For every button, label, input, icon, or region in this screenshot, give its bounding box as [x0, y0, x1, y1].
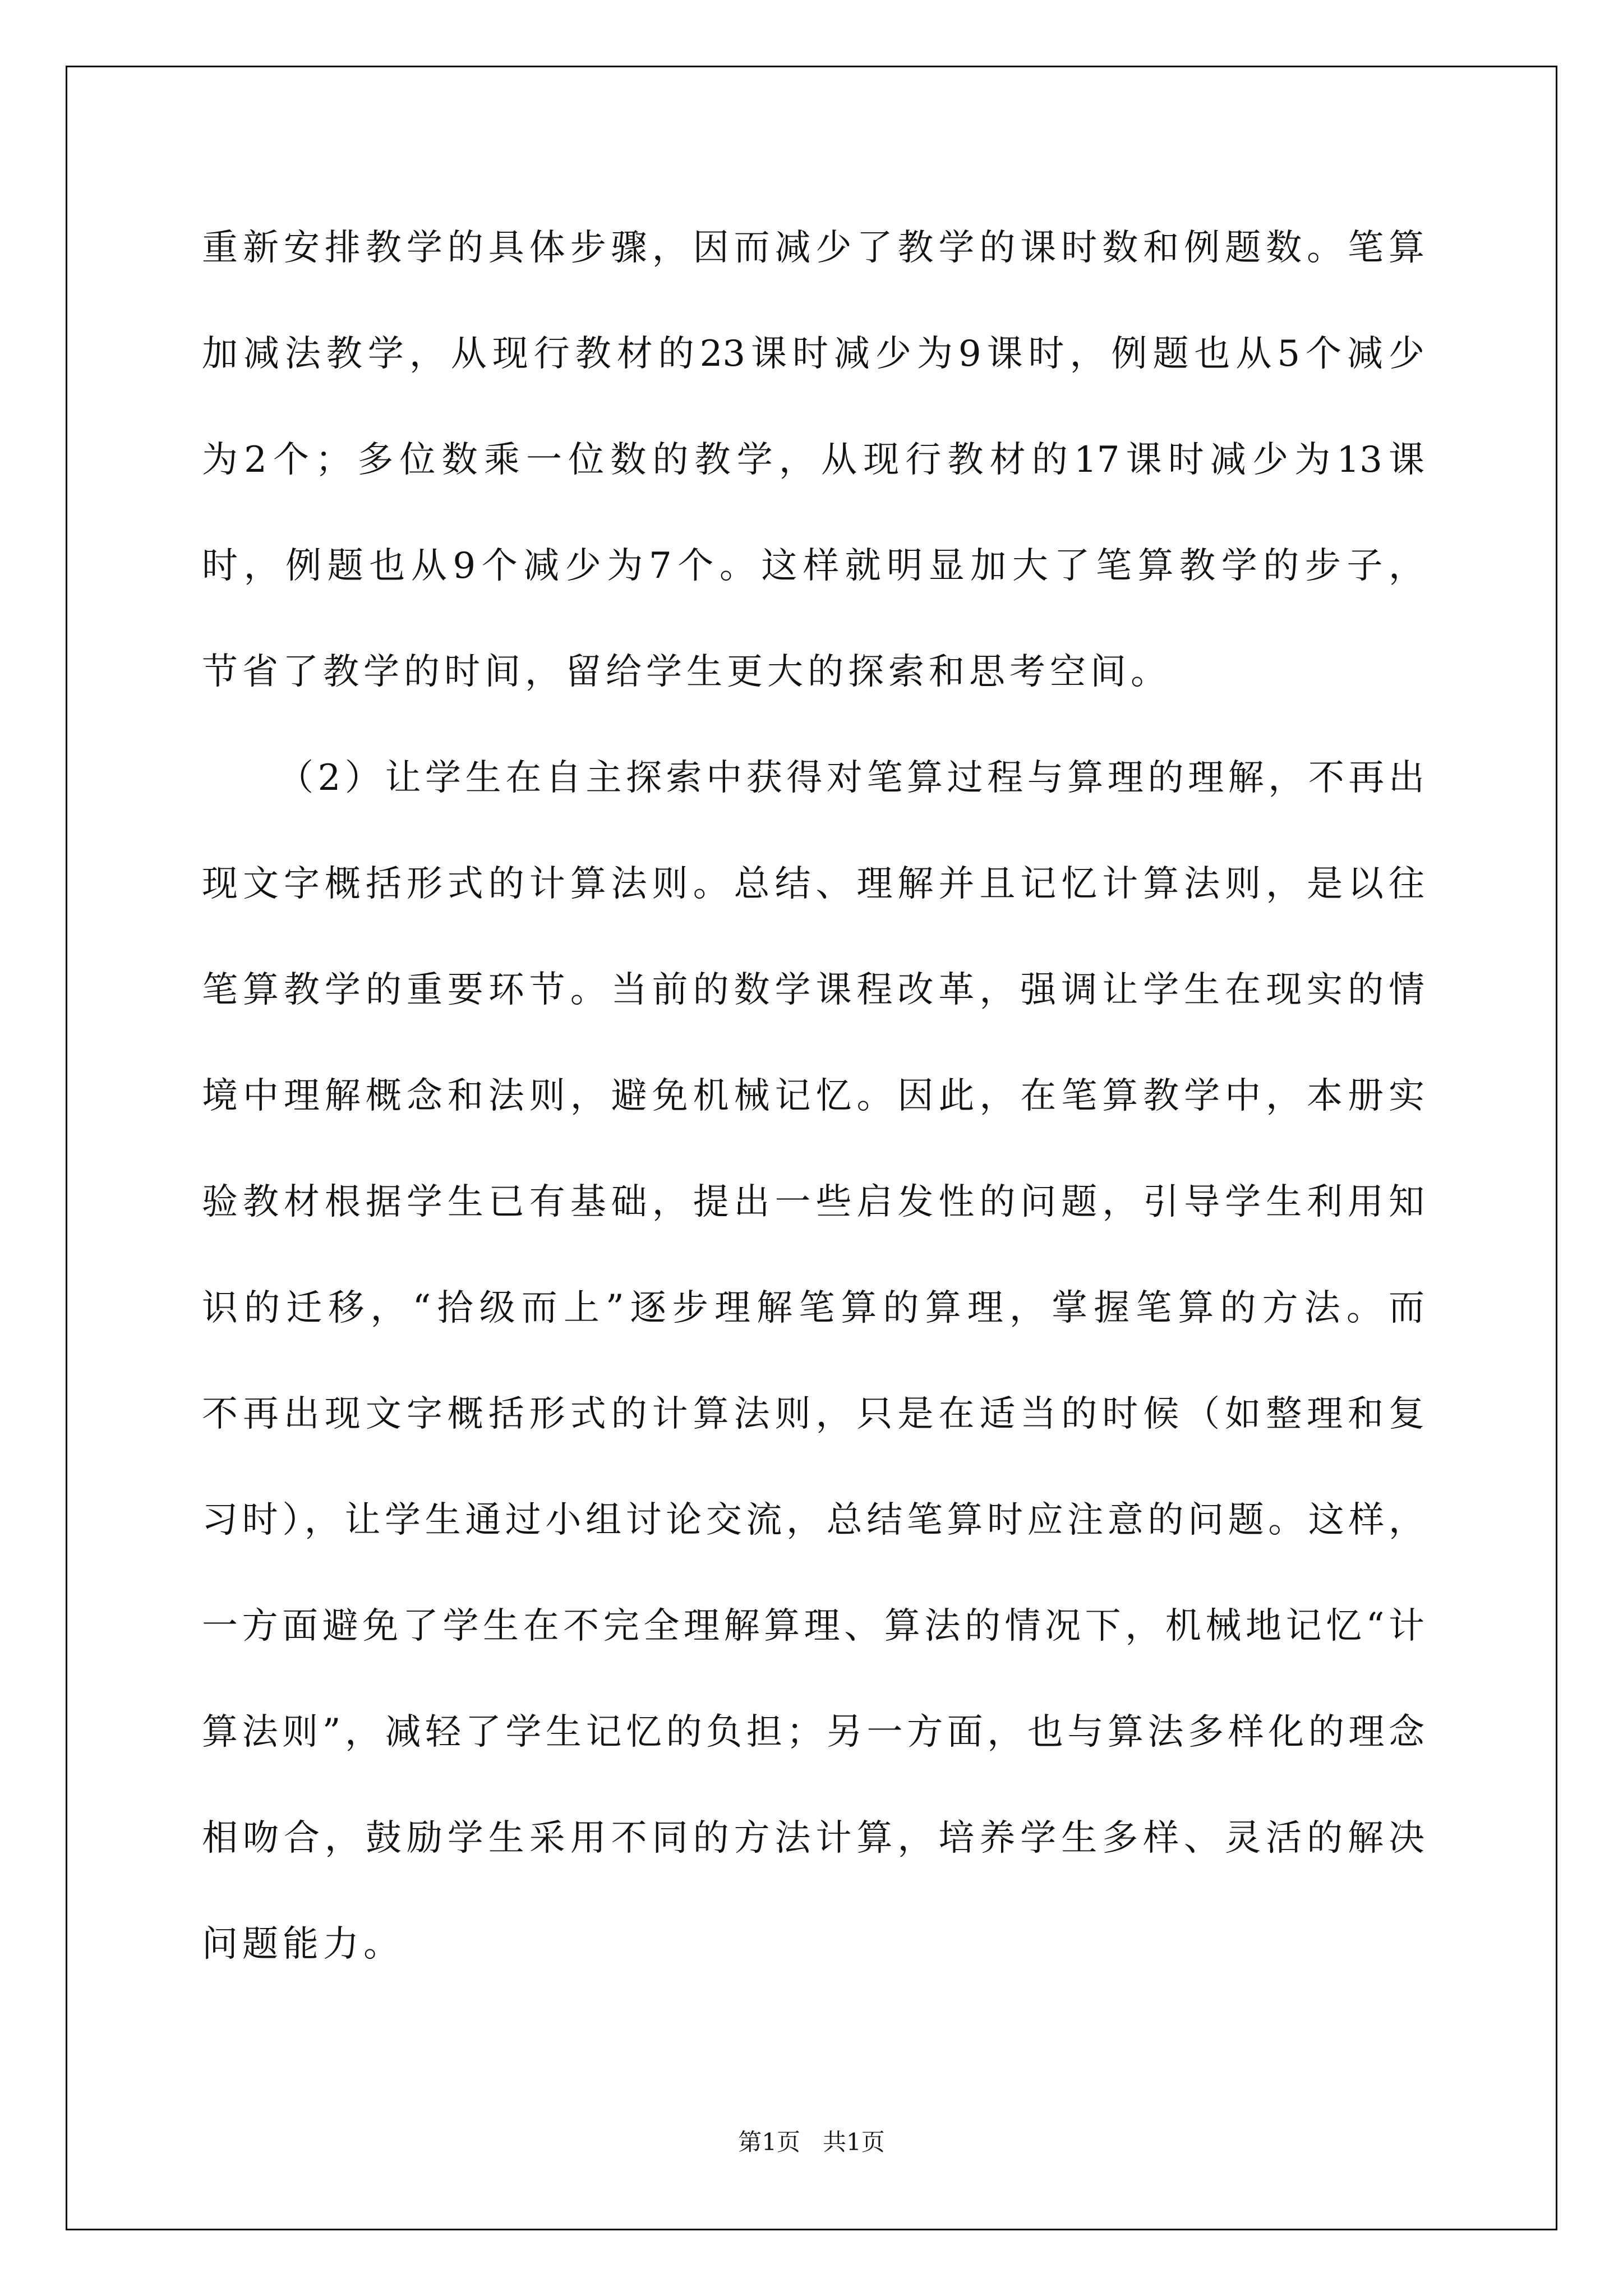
paragraph-2: [202, 725, 1424, 1998]
text-line: 识的迁移，“拾级而上”逐步理解笔算的算理，掌握笔算的方法。而: [202, 1287, 1424, 1329]
text-line: 问题能力。: [202, 1924, 404, 1965]
document-body: [202, 195, 1424, 1998]
text-line: 算法则”，减轻了学生记忆的负担；另一方面，也与算法多样化的理念: [202, 1711, 1424, 1753]
text-line: 习时），让学生通过小组讨论交流，总结笔算时应注意的问题。这样，: [202, 1499, 1424, 1541]
text-line: 为2个；多位数乘一位数的教学，从现行教材的17课时减少为13课: [202, 439, 1424, 481]
text-line: 现文字概括形式的计算法则。总结、理解并且记忆计算法则，是以往: [202, 863, 1424, 905]
text-line: 节省了教学的时间，留给学生更大的探索和思考空间。: [202, 651, 1171, 693]
text-line: 时，例题也从9个减少为7个。这样就明显加大了笔算教学的步子，: [202, 545, 1424, 587]
text-line: （2）让学生在自主探索中获得对笔算过程与算理的理解，不再出: [278, 757, 1424, 799]
text-line: 一方面避免了学生在不完全理解算理、算法的情况下，机械地记忆“计: [202, 1605, 1424, 1647]
paragraph-1: [202, 195, 1424, 725]
text-line: 不再出现文字概括形式的计算法则，只是在适当的时候（如整理和复: [202, 1393, 1424, 1435]
text-line: 加减法教学，从现行教材的23课时减少为9课时，例题也从5个减少: [202, 333, 1424, 375]
text-line: 境中理解概念和法则，避免机械记忆。因此，在笔算教学中，本册实: [202, 1075, 1424, 1117]
page-footer: 第1页 共1页: [738, 2128, 885, 2156]
text-line: 相吻合，鼓励学生采用不同的方法计算，培养学生多样、灵活的解决: [202, 1818, 1424, 1859]
text-line: 重新安排教学的具体步骤，因而减少了教学的课时数和例题数。笔算: [202, 227, 1424, 269]
text-line: 验教材根据学生已有基础，提出一些启发性的问题，引导学生利用知: [202, 1181, 1424, 1223]
text-line: 笔算教学的重要环节。当前的数学课程改革，强调让学生在现实的情: [202, 969, 1424, 1011]
